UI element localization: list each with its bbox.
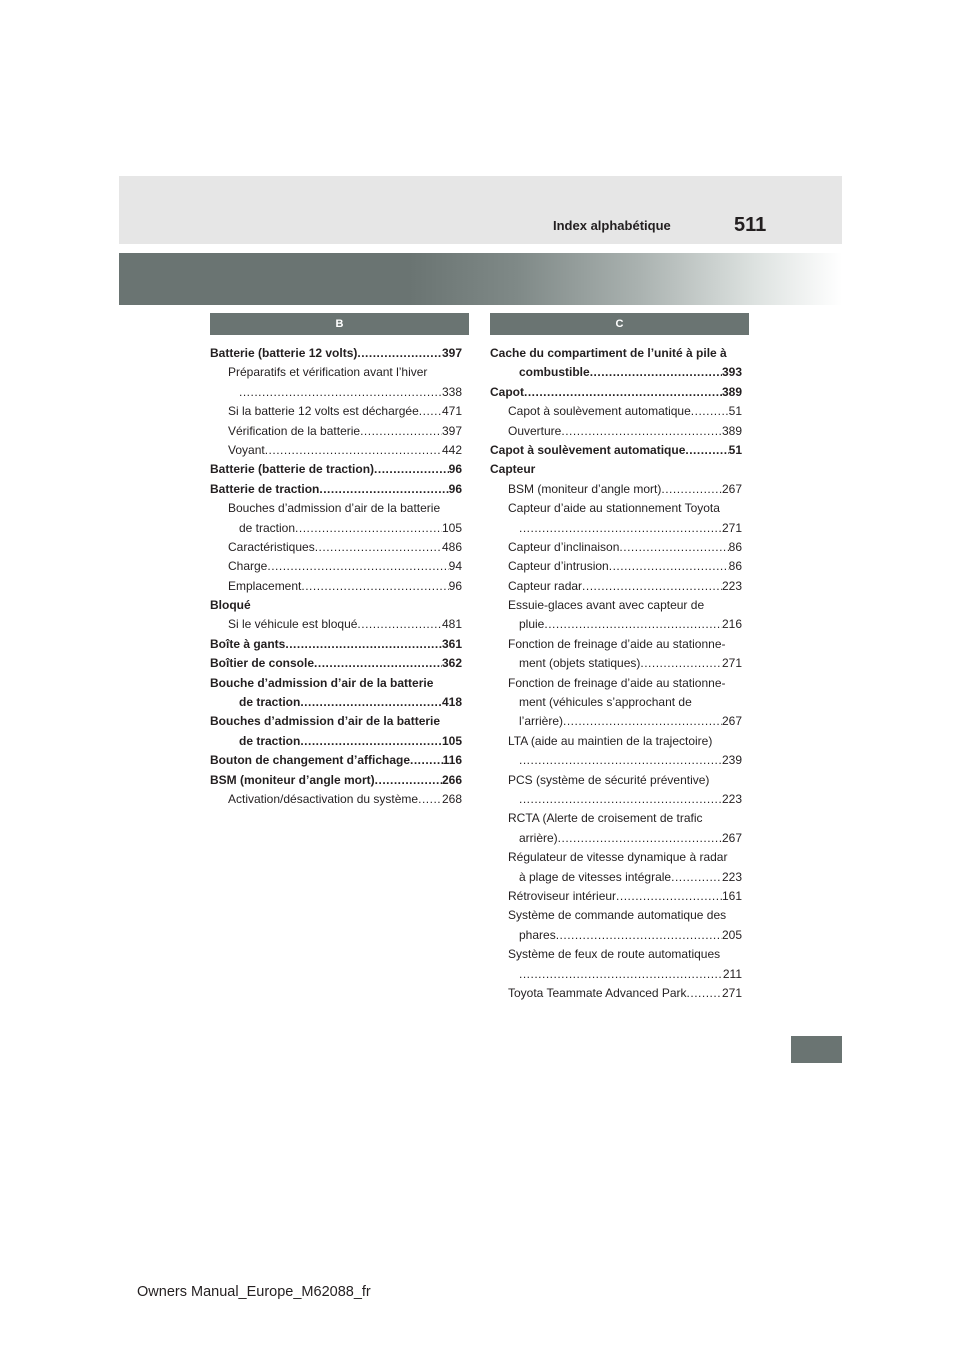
index-entry-text: de traction <box>239 520 296 535</box>
index-entry-page[interactable]: 389 <box>721 384 742 399</box>
index-entry <box>210 441 462 460</box>
index-entry-page[interactable]: 471 <box>441 404 462 419</box>
index-entry-text: de traction <box>239 695 301 710</box>
index-entry-page[interactable]: 116 <box>442 753 462 768</box>
index-entry <box>210 557 462 576</box>
index-entry <box>210 732 462 751</box>
dot-leader <box>519 965 723 984</box>
index-entry <box>490 615 742 634</box>
index-entry-text: Bouche d’admission d’air de la batterie <box>210 675 434 690</box>
index-entry-text: Système de commande automatique des <box>508 908 727 923</box>
index-entry-page[interactable]: 362 <box>441 656 462 671</box>
index-entry <box>490 848 742 867</box>
dot-leader <box>315 538 442 557</box>
index-entry-page[interactable]: 223 <box>721 869 742 884</box>
dot-leader <box>357 344 442 363</box>
index-entry <box>490 829 742 848</box>
dot-leader <box>563 712 722 731</box>
index-entry-text: PCS (système de sécurité préventive) <box>508 772 710 787</box>
index-entry-page[interactable]: 389 <box>721 423 742 438</box>
dot-leader <box>519 790 722 809</box>
index-entry-text: Capot <box>490 384 524 399</box>
index-entry-text: pluie <box>519 617 545 632</box>
index-entry-text: Activation/désactivation du système <box>228 791 419 806</box>
page-title: Index alphabétique <box>553 218 671 233</box>
dot-leader <box>616 887 722 906</box>
dot-leader <box>375 771 442 790</box>
index-entry-page[interactable]: 216 <box>721 617 742 632</box>
index-entry-text: combustible <box>519 365 590 380</box>
index-entry <box>490 538 742 557</box>
dot-leader <box>640 654 722 673</box>
index-entry-page[interactable]: 96 <box>448 462 462 477</box>
index-entry-page[interactable]: 205 <box>721 927 742 942</box>
index-entry <box>490 984 742 1003</box>
index-entry-text: Voyant <box>228 442 265 457</box>
index-entry-page[interactable]: 267 <box>721 830 742 845</box>
index-entry-text: Système de feux de route automatiques <box>508 947 721 962</box>
index-entry-page[interactable]: 271 <box>721 656 742 671</box>
index-entry <box>490 809 742 828</box>
index-entry-page[interactable]: 271 <box>721 520 742 535</box>
index-entry-page[interactable]: 266 <box>441 772 462 787</box>
dot-leader <box>357 615 442 634</box>
index-entry <box>210 480 462 499</box>
index-entry <box>210 460 462 479</box>
index-entry <box>490 557 742 576</box>
dot-leader <box>295 519 442 538</box>
index-entry <box>490 674 742 693</box>
dot-leader <box>285 635 442 654</box>
dot-leader <box>319 480 448 499</box>
index-entry-text: Fonction de freinage d’aide au stationne- <box>508 636 726 651</box>
index-entry <box>210 383 462 402</box>
index-entry-text: Ouverture <box>508 423 562 438</box>
dot-leader <box>360 422 442 441</box>
index-entry-page[interactable]: 418 <box>441 695 462 710</box>
index-entry-text: Emplacement <box>228 578 302 593</box>
dot-leader <box>267 557 448 576</box>
decorative-band <box>119 253 842 305</box>
index-entry-text: Batterie (batterie 12 volts) <box>210 346 358 360</box>
footer-text: Owners Manual_Europe_M62088_fr <box>137 1284 371 1300</box>
index-entry <box>490 906 742 925</box>
dot-leader <box>561 422 722 441</box>
index-entry <box>490 519 742 538</box>
index-column-c <box>490 344 742 1003</box>
index-entry-page[interactable]: 393 <box>721 365 742 380</box>
dot-leader <box>419 402 442 421</box>
index-entry <box>490 577 742 596</box>
index-entry-text: RCTA (Alerte de croisement de trafic <box>508 811 703 826</box>
dot-leader <box>558 829 722 848</box>
dot-leader <box>544 615 722 634</box>
index-entry <box>210 499 462 518</box>
index-entry-page[interactable]: 268 <box>441 791 462 806</box>
index-entry-text: Capot à soulèvement automatique <box>508 404 691 419</box>
dot-leader <box>418 790 442 809</box>
index-entry <box>210 402 462 421</box>
index-entry-text: Batterie de traction <box>210 481 320 496</box>
index-entry-text: Capteur d’aide au stationnement Toyota <box>508 501 720 516</box>
index-column-b <box>210 344 462 809</box>
index-entry-text: LTA (aide au maintien de la trajectoire) <box>508 733 713 748</box>
index-entry-page[interactable]: 239 <box>721 753 742 768</box>
index-entry-text: ment (véhicules s’approchant de <box>519 695 692 710</box>
index-entry-text: Si le véhicule est bloqué <box>228 617 358 632</box>
index-entry <box>210 712 462 731</box>
index-entry-text: Fonction de freinage d’aide au stationne- <box>508 675 726 690</box>
index-entry-text: Bouton de changement d’affichage <box>210 753 411 768</box>
index-entry-text: Capteur d’inclinaison <box>508 539 620 554</box>
index-entry <box>490 771 742 790</box>
index-entry <box>490 712 742 731</box>
index-entry <box>210 577 462 596</box>
index-entry <box>210 771 462 790</box>
dot-leader <box>265 441 442 460</box>
dot-leader <box>239 383 442 402</box>
index-entry-text: Charge <box>228 559 268 574</box>
index-entry-text: Bouches d’admission d’air de la batterie <box>228 501 441 516</box>
index-entry-page[interactable]: 51 <box>728 404 742 419</box>
index-entry-page[interactable]: 397 <box>441 346 462 360</box>
index-entry <box>210 422 462 441</box>
index-entry <box>210 693 462 712</box>
dot-leader <box>661 480 722 499</box>
index-entry-text: Batterie (batterie de traction) <box>210 462 375 477</box>
index-entry <box>490 790 742 809</box>
index-entry-text: Préparatifs et vérification avant l’hiver <box>228 365 428 380</box>
index-entry-text: Rétroviseur intérieur <box>508 888 617 903</box>
index-entry <box>490 441 742 460</box>
index-entry-page[interactable]: 271 <box>721 985 742 1000</box>
index-entry <box>210 538 462 557</box>
index-entry-text: Cache du compartiment de l’unité à pile à <box>490 346 727 360</box>
dot-leader <box>300 732 442 751</box>
page-number: 511 <box>734 214 767 236</box>
index-entry <box>490 887 742 906</box>
index-entry <box>210 344 462 363</box>
dot-leader <box>556 926 722 945</box>
index-entry-page[interactable]: 86 <box>728 559 742 574</box>
dot-leader <box>524 383 722 402</box>
index-entry <box>490 480 742 499</box>
index-entry <box>490 635 742 654</box>
index-entry-text: Bouches d’admission d’air de la batterie <box>210 714 441 729</box>
index-entry-text: Toyota Teammate Advanced Park <box>508 985 687 1000</box>
index-entry <box>490 422 742 441</box>
chapter-tab-marker <box>791 1036 842 1063</box>
index-entry <box>210 790 462 809</box>
index-entry <box>490 654 742 673</box>
index-entry <box>490 732 742 751</box>
index-entry-page[interactable]: 442 <box>441 442 462 457</box>
index-entry <box>490 596 742 615</box>
index-entry-text: à plage de vitesses intégrale <box>519 869 672 884</box>
index-entry-text: l’arrière) <box>519 714 564 729</box>
index-entry-page[interactable]: 486 <box>441 539 462 554</box>
index-entry <box>210 654 462 673</box>
section-header-c: C <box>490 313 749 335</box>
index-entry-text: Boîtier de console <box>210 656 315 671</box>
index-entry-text: BSM (moniteur d’angle mort) <box>508 481 662 496</box>
index-entry-text: Capteur radar <box>508 578 583 593</box>
index-entry-page[interactable]: 267 <box>721 714 742 729</box>
dot-leader <box>691 402 729 421</box>
dot-leader <box>314 654 442 673</box>
index-entry-page[interactable]: 397 <box>441 423 462 438</box>
index-entry-text: BSM (moniteur d’angle mort) <box>210 772 375 787</box>
index-entry-text: Caractéristiques <box>228 539 315 554</box>
index-entry-text: Si la batterie 12 volts est déchargée <box>228 404 419 419</box>
dot-leader <box>374 460 449 479</box>
index-entry-page[interactable]: 96 <box>448 481 462 496</box>
index-entry <box>490 363 742 382</box>
index-entry-text: Régulateur de vitesse dynamique à radar <box>508 850 728 865</box>
index-entry <box>490 868 742 887</box>
dot-leader <box>582 577 722 596</box>
dot-leader <box>519 751 722 770</box>
index-entry <box>490 383 742 402</box>
index-entry <box>210 363 462 382</box>
index-entry-text: ment (objets statiques) <box>519 656 641 671</box>
index-entry <box>490 751 742 770</box>
index-entry-page[interactable]: 481 <box>441 617 462 632</box>
index-entry <box>210 751 462 770</box>
index-entry-text: Essuie-glaces avant avec capteur de <box>508 598 705 613</box>
index-entry-page[interactable]: 223 <box>721 578 742 593</box>
dot-leader <box>300 693 442 712</box>
index-entry-text: de traction <box>239 733 301 748</box>
index-entry-text: Capteur <box>490 462 536 477</box>
index-entry-text: arrière) <box>519 830 558 845</box>
dot-leader <box>685 441 728 460</box>
dot-leader <box>301 577 448 596</box>
dot-leader <box>410 751 443 770</box>
index-entry-page[interactable]: 338 <box>441 384 462 399</box>
index-entry-page[interactable]: 51 <box>728 442 742 457</box>
index-entry-text: Capteur d’intrusion <box>508 559 609 574</box>
index-entry-page[interactable]: 86 <box>728 539 742 554</box>
index-entry <box>210 615 462 634</box>
index-entry <box>210 596 462 615</box>
index-entry-page[interactable]: 211 <box>722 966 742 981</box>
section-header-b: B <box>210 313 469 335</box>
index-entry-text: Bloqué <box>210 598 251 613</box>
index-entry <box>490 460 742 479</box>
index-entry-page[interactable]: 105 <box>441 520 462 535</box>
index-entry <box>490 499 742 518</box>
index-entry <box>490 344 742 363</box>
index-entry-text: Vérification de la batterie <box>228 423 361 438</box>
index-entry <box>490 945 742 964</box>
dot-leader <box>671 868 722 887</box>
index-entry-page[interactable]: 267 <box>721 481 742 496</box>
dot-leader <box>687 984 722 1003</box>
index-entry-page[interactable]: 94 <box>448 559 462 574</box>
dot-leader <box>609 557 729 576</box>
index-entry-page[interactable]: 161 <box>721 888 742 903</box>
index-entry-page[interactable]: 361 <box>441 636 462 651</box>
index-entry-text: Capot à soulèvement automatique <box>490 442 686 457</box>
index-entry-page[interactable]: 96 <box>448 578 462 593</box>
dot-leader <box>590 363 722 382</box>
index-entry <box>490 926 742 945</box>
index-entry <box>490 402 742 421</box>
index-entry <box>210 519 462 538</box>
index-entry <box>210 635 462 654</box>
index-entry-page[interactable]: 223 <box>721 791 742 806</box>
index-entry <box>490 693 742 712</box>
dot-leader <box>519 519 722 538</box>
dot-leader <box>619 538 728 557</box>
index-entry-text: Boîte à gants <box>210 636 286 651</box>
index-entry-text: phares <box>519 927 556 942</box>
index-entry <box>210 674 462 693</box>
index-entry <box>490 965 742 984</box>
index-entry-page[interactable]: 105 <box>441 733 462 748</box>
